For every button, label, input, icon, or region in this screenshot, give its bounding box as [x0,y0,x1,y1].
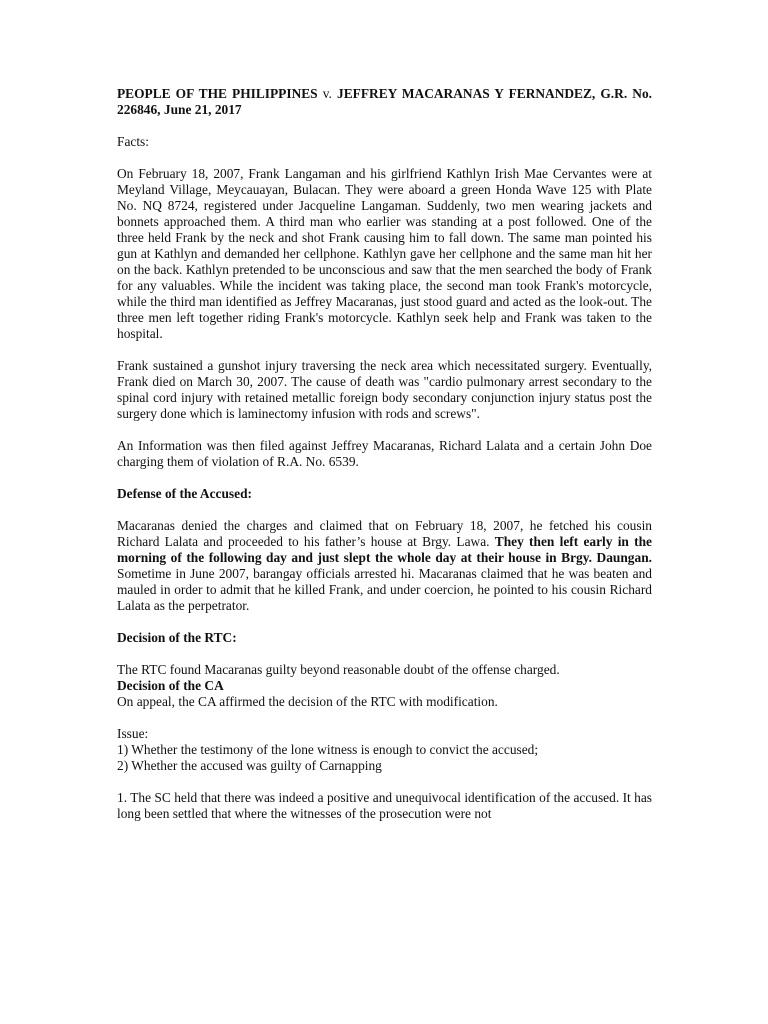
case-title-part2: JEFFREY MACARANAS Y FERNANDEZ, G.R. No. 226846, June 21, 2017 [117,86,652,117]
spacer [117,774,652,790]
ruling-paragraph-1: 1. The SC held that there was indeed a positive and unequivocal identification of the accused. It has long been settled that where the witnesses of the prosecution were not [117,790,652,821]
defense-text-start: Macaranas denied the charges and claimed that on February 18, 2007, he fetched his cousin Richard Lalata and proceeded to his father’s house at Brgy. Lawa. [117,518,652,549]
defense-heading: Defense of the Accused: [117,486,252,501]
issue-label: Issue: [117,726,149,741]
ca-heading: Decision of the CA [117,678,224,693]
case-title-versus: v. [322,86,332,101]
rtc-heading: Decision of the RTC: [117,630,237,645]
defense-text-end: Sometime in June 2007, barangay officials arrested hi. Macaranas claimed that he was beaten and mauled in order to admit that he killed Frank, and under coercion, he pointed to his cousin Richard Lalata as the perpetrator. [117,566,652,613]
facts-paragraph-3: An Information was then filed against Jeffrey Macaranas, Richard Lalata and a certain John Doe charging them of violation of R.A. No. 6539. [117,438,652,469]
case-title [117,86,652,118]
facts-paragraph-1: On February 18, 2007, Frank Langaman and his girlfriend Kathlyn Irish Mae Cervantes were at Meyland Village, Meycauayan, Bulacan. They were aboard a green Honda Wave 125 with Plate No. NQ 8724, registered under Jacqueline Langaman. Suddenly, two men wearing jackets and bonnets approached them. A third man who earlier was standing at a post followed. One of the three held Frank by the neck and shot Frank causing him to fall down. The same man pointed his gun at Kathlyn and demanded her cellphone. Kathlyn gave her cellphone and the same man hit her on the back. Kathlyn pretended to be unconscious and saw that the men searched the body of Frank for any valuables. While the incident was taking place, the second man took Frank's motorcycle, while the third man identified as Jeffrey Macaranas, just stood guard and acted as the look-out. The three men left together riding Frank's motorcycle. Kathlyn seek help and Frank was taken to the hospital. [117,166,652,341]
rtc-paragraph: The RTC found Macaranas guilty beyond reasonable doubt of the offense charged. [117,662,560,677]
issue-item-1: 1) Whether the testimony of the lone witness is enough to convict the accused; [117,742,539,757]
issue-item-2: 2) Whether the accused was guilty of Carnapping [117,758,382,773]
case-title-part1: PEOPLE OF THE PHILIPPINES [117,86,323,101]
ca-paragraph: On appeal, the CA affirmed the decision of the RTC with modification. [117,694,498,709]
defense-paragraph [117,518,652,614]
document-page [117,86,652,838]
defense-text-bold: They then left early in the morning of the following day and just slept the whole day at their house in Brgy. Daungan. [117,534,652,565]
facts-paragraph-2: Frank sustained a gunshot injury traversing the neck area which necessitated surgery. Eventually, Frank died on March 30, 2007. The cause of death was "cardio pulmonary arrest secondary to the spinal cord injury with retained metallic foreign body secondary conjunction injury status post the surgery done which is laminectomy infusion with rods and screws". [117,358,652,421]
facts-label: Facts: [117,134,149,149]
